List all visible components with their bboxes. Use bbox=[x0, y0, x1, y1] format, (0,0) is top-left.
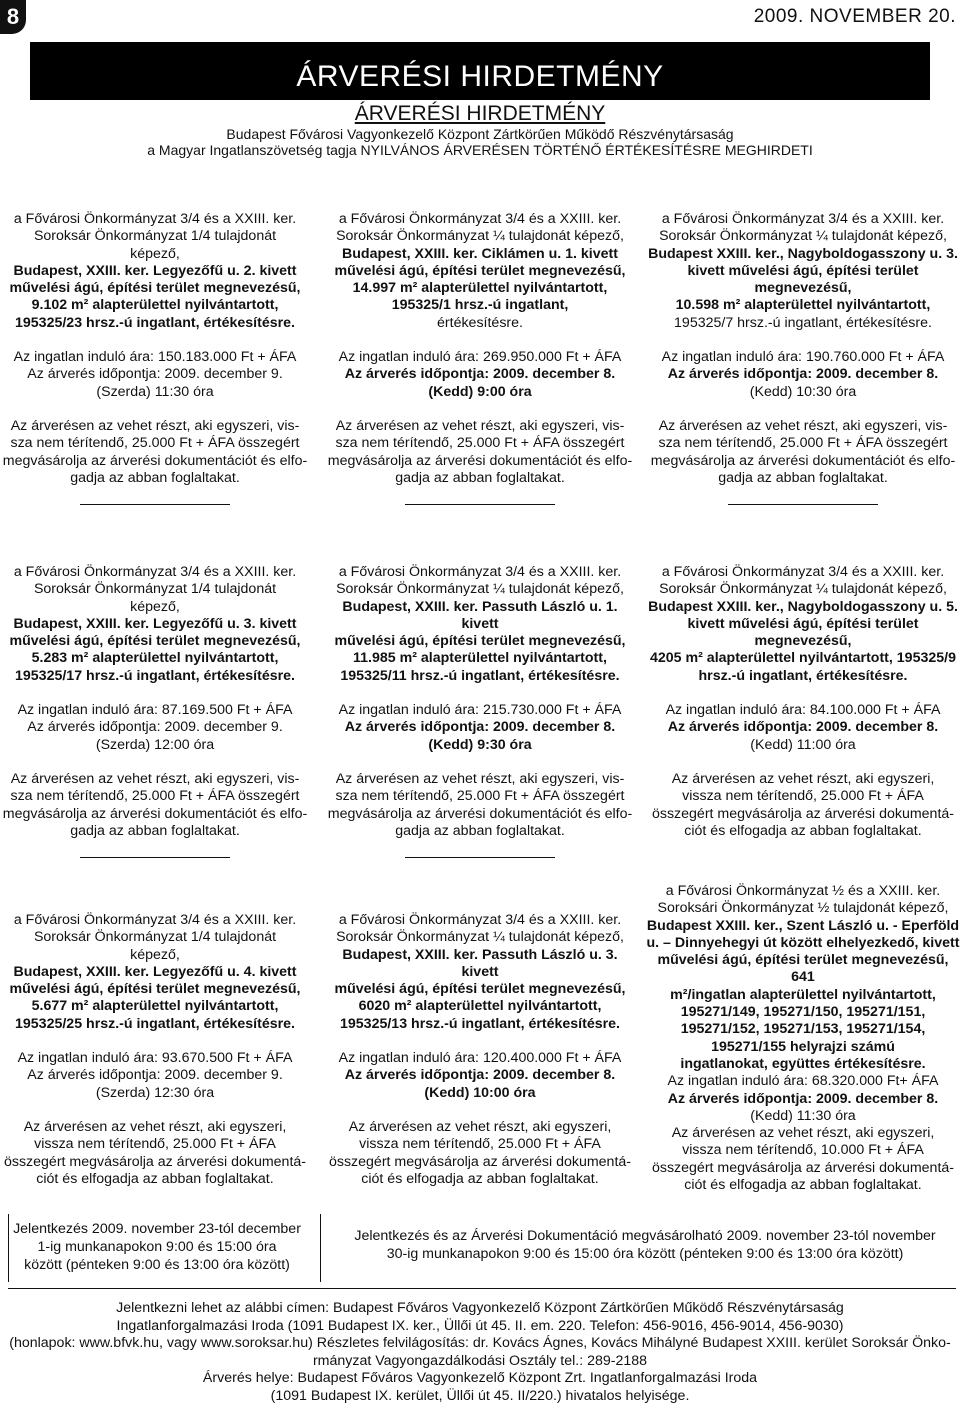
listing-line: művelési ágú, építési terület megnevezésű, bbox=[9, 633, 301, 650]
listing-line: Az árverés időpontja: 2009. december 8. bbox=[667, 1090, 939, 1107]
intro-line: a Magyar Ingatlanszövetség tagja NYILVÁNOS ÁRVERÉSEN TÖRTÉNŐ ÉRTÉKESÍTÉSRE MEGHIRDETI bbox=[147, 142, 813, 158]
listing-line: gadja az abban foglaltakat. bbox=[395, 469, 565, 486]
listing-line: Soroksár Önkormányzat ¼ tulajdonát képező, bbox=[336, 929, 624, 946]
listing-line: a Fővárosi Önkormányzat 3/4 és a XXIII. ker. bbox=[338, 564, 622, 580]
listing-line: művelési ágú, építési terület megnevezésű, 641 bbox=[657, 952, 949, 986]
listing-line: Soroksár Önkormányzat 1/4 tulajdonát bbox=[33, 581, 277, 598]
footer-line: Jelentkezni lehet az alábbi címen: Budapest Főváros Vagyonkezelő Központ Zártkörűen Működő Részvénytársaság bbox=[116, 1300, 844, 1316]
listing-line: Budapest, XXIII. ker. Legyezőfű u. 2. kivett bbox=[13, 262, 297, 279]
listing-line: ciót és elfogadja az abban foglaltakat. bbox=[684, 1177, 922, 1194]
listing-line: kivett művelési ágú, építési terület megnevezésű, bbox=[687, 615, 919, 650]
listing-line: (Szerda) 12:30 óra bbox=[95, 1084, 215, 1101]
listing-line: Budapest, XXIII. ker. Ciklámen u. 1. kivett bbox=[342, 245, 618, 262]
registration-left-line: között (pénteken 9:00 és 13:00 óra között) bbox=[24, 1256, 290, 1273]
listing-line: a Fővárosi Önkormányzat 3/4 és a XXIII. ker. bbox=[661, 564, 945, 580]
listing-line: a Fővárosi Önkormányzat 3/4 és a XXIII. ker. bbox=[338, 211, 622, 227]
intro bbox=[30, 126, 930, 158]
listing-line: megvásárolja az árverési dokumentációt és elfo- bbox=[327, 805, 633, 822]
listing-line: 5.283 m² alapterülettel nyilvántartott, bbox=[31, 650, 279, 667]
listing-line: művelési ágú, építési terület megnevezésű, bbox=[334, 981, 626, 998]
listing-line: vissza nem térítendő, 10.000 Ft + ÁFA bbox=[682, 1142, 924, 1159]
listing-line: Az árverés időpontja: 2009. december 8. bbox=[344, 719, 616, 736]
listing-line: Az árverésen az vehet részt, aki egyszeri, bbox=[671, 1125, 935, 1142]
listing-line: Az árverésen az vehet részt, aki egyszeri, bbox=[348, 1118, 612, 1135]
spacer bbox=[322, 332, 638, 349]
listing-line: Az árverésen az vehet részt, aki egyszeri, bbox=[671, 770, 935, 787]
listing-line: Az árverésen az vehet részt, aki egyszeri, bbox=[23, 1118, 287, 1135]
listing-line: Soroksár Önkormányzat ¼ tulajdonát képező, bbox=[336, 228, 624, 245]
listing-line: sza nem térítendő, 25.000 Ft + ÁFA összegért bbox=[335, 788, 625, 805]
listing-line: Budapest XXIII. ker., Nagyboldogasszony u. 5. bbox=[648, 598, 958, 615]
listing-line: a Fővárosi Önkormányzat 3/4 és a XXIII. ker. bbox=[338, 912, 622, 928]
listing-line: Az ingatlan induló ára: 120.400.000 Ft + ÁFA bbox=[338, 1050, 622, 1067]
separator-rule bbox=[728, 504, 878, 505]
spacer bbox=[322, 1033, 638, 1050]
spacer bbox=[646, 401, 960, 418]
listing-line: 195325/17 hrsz.-ú ingatlant, értékesítésre. bbox=[15, 667, 295, 684]
spacer bbox=[0, 685, 310, 702]
listing-line: Budapest XXIII. ker., Nagyboldogasszony u. 3. bbox=[648, 245, 958, 262]
registration-right bbox=[330, 1228, 960, 1264]
listing-line: m²/ingatlan alapterülettel nyilvántartott, bbox=[670, 986, 936, 1003]
listing-line: összegért megvásárolja az árverési dokumentá- bbox=[328, 1153, 632, 1170]
listing-line: 195271/155 helyrajzi számú bbox=[711, 1038, 895, 1055]
listing-line: Soroksári Önkormányzat ½ tulajdonát képező, bbox=[657, 900, 949, 917]
spacer bbox=[322, 754, 638, 771]
footer-line: Ingatlanforgalmazási Iroda (1091 Budapest IX. ker., Üllői út 45. II. em. 220. Telefon: 456-9016, 456-9014, 456-9030) bbox=[116, 1317, 844, 1334]
listing-line: a Fővárosi Önkormányzat 3/4 és a XXIII. ker. bbox=[661, 211, 945, 227]
listing-line: 195325/23 hrsz.-ú ingatlant, értékesítésre. bbox=[15, 314, 295, 331]
listing-nagyboldogasszony-5 bbox=[646, 564, 960, 840]
listing-line: Az árverés időpontja: 2009. december 8. bbox=[344, 366, 616, 383]
listing-line: u. – Dinnyehegyi út között elhelyezkedő, kivett bbox=[646, 934, 960, 951]
footer-line: rmányzat Vagyongazdálkodási Osztály tel.: 289-2188 bbox=[312, 1352, 648, 1369]
listing-line: Az árverés időpontja: 2009. december 9. bbox=[27, 366, 283, 383]
listing-line: (Szerda) 11:30 óra bbox=[96, 383, 214, 400]
listing-line: ciót és elfogadja az abban foglaltakat. bbox=[684, 822, 922, 839]
listing-passuth-3 bbox=[322, 912, 638, 1188]
listing-line: Az árverésen az vehet részt, aki egyszeri, vis- bbox=[658, 417, 948, 434]
subtitle: ÁRVERÉSI HIRDETMÉNY bbox=[354, 102, 606, 125]
listing-line: Soroksár Önkormányzat ¼ tulajdonát képező, bbox=[336, 581, 624, 598]
listing-line: képező, bbox=[130, 946, 180, 963]
spacer bbox=[0, 401, 310, 418]
registration-divider bbox=[320, 1214, 321, 1282]
listing-line: Az árverésen az vehet részt, aki egyszeri, vis- bbox=[10, 417, 300, 434]
listing-line: Az ingatlan induló ára: 215.730.000 Ft + ÁFA bbox=[338, 702, 622, 719]
listing-line: megvásárolja az árverési dokumentációt és elfo- bbox=[650, 452, 956, 469]
listing-line: (Kedd) 9:30 óra bbox=[428, 736, 532, 753]
listing-line: Az árverés időpontja: 2009. december 9. bbox=[27, 719, 283, 736]
listing-line: 11.985 m² alapterülettel nyilvántartott, bbox=[353, 650, 607, 667]
listing-line: képező, bbox=[130, 598, 180, 615]
listing-line: vissza nem térítendő, 25.000 Ft + ÁFA bbox=[359, 1136, 601, 1153]
listing-line: sza nem térítendő, 25.000 Ft + ÁFA összegért bbox=[335, 435, 625, 452]
listing-line: 5.677 m² alapterülettel nyilvántartott, bbox=[31, 998, 279, 1015]
listing-line: (Kedd) 9:00 óra bbox=[428, 383, 532, 400]
listing-line: (Kedd) 10:00 óra bbox=[424, 1084, 536, 1101]
listing-nagyboldogasszony-3 bbox=[646, 211, 960, 505]
spacer bbox=[646, 332, 960, 349]
listing-passuth-1 bbox=[322, 564, 638, 858]
listing-line: gadja az abban foglaltakat. bbox=[70, 469, 240, 486]
listing-line: a Fővárosi Önkormányzat 3/4 és a XXIII. ker. bbox=[13, 211, 297, 227]
listing-line: művelési ágú, építési terület megnevezésű, bbox=[9, 981, 301, 998]
listing-line: sza nem térítendő, 25.000 Ft + ÁFA összegért bbox=[10, 788, 300, 805]
spacer bbox=[0, 332, 310, 349]
footer-contact bbox=[0, 1300, 960, 1405]
listing-line: kivett művelési ágú, építési terület megnevezésű, bbox=[687, 262, 919, 297]
listing-line: 195325/13 hrsz.-ú ingatlant, értékesítésre. bbox=[340, 1015, 620, 1032]
footer-line: (1091 Budapest IX. kerület, Üllői út 45. II/220.) hivatalos helyisége. bbox=[270, 1387, 690, 1404]
listing-line: művelési ágú, építési terület megnevezésű, bbox=[9, 280, 301, 297]
spacer bbox=[646, 685, 960, 702]
separator-rule bbox=[405, 857, 555, 858]
spacer bbox=[646, 754, 960, 771]
listing-line: vissza nem térítendő, 25.000 Ft + ÁFA bbox=[682, 788, 924, 805]
footer-line: (honlapok: www.bfvk.hu, vagy www.soroksar.hu) Részletes felvilágosítás: dr. Kovács Ágnes, Kovács Mihályné Budapest XXIII. kerület Soroksár Önko- bbox=[9, 1335, 951, 1351]
banner-title: ÁRVERÉSI HIRDETMÉNY bbox=[296, 60, 664, 93]
listing-line: gadja az abban foglaltakat. bbox=[70, 822, 240, 839]
listing-line: 9.102 m² alapterülettel nyilvántartott, bbox=[31, 297, 279, 314]
listing-line: Az árverésen az vehet részt, aki egyszeri, vis- bbox=[335, 770, 625, 787]
registration-left-line: 1-ig munkanapokon 9:00 és 15:00 óra bbox=[37, 1238, 277, 1255]
listing-legyezofu-3 bbox=[0, 564, 310, 858]
issue-date: 2009. NOVEMBER 20. bbox=[753, 6, 956, 27]
listing-line: értékesítésre. bbox=[437, 314, 523, 331]
listing-line: (Kedd) 11:00 óra bbox=[750, 736, 856, 753]
listing-line: Az ingatlan induló ára: 150.183.000 Ft + ÁFA bbox=[13, 349, 297, 366]
listing-legyezofu-2 bbox=[0, 211, 310, 505]
listing-line: Soroksár Önkormányzat 1/4 tulajdonát bbox=[33, 228, 277, 245]
listing-line: Az ingatlan induló ára: 68.320.000 Ft+ ÁFA bbox=[667, 1073, 939, 1090]
spacer bbox=[322, 401, 638, 418]
listing-line: Budapest XXIII. ker., Szent László u. - Eperföld bbox=[646, 917, 960, 934]
intro-line: Budapest Fővárosi Vagyonkezelő Központ Zártkörűen Működő Részvénytársaság bbox=[226, 126, 734, 142]
registration-right-line: Jelentkezés és az Árverési Dokumentáció megvásárolható 2009. november 23-tól november bbox=[354, 1228, 936, 1244]
listing-line: a Fővárosi Önkormányzat ½ és a XXIII. ker. bbox=[665, 883, 941, 899]
listing-line: a Fővárosi Önkormányzat 3/4 és a XXIII. ker. bbox=[13, 912, 297, 928]
separator-rule bbox=[80, 504, 230, 505]
registration-left-line: Jelentkezés 2009. november 23-tól december bbox=[13, 1221, 301, 1237]
listing-line: (Szerda) 12:00 óra bbox=[95, 736, 215, 753]
registration-right-line: 30-ig munkanapokon 9:00 és 15:00 óra között (pénteken 9:00 és 13:00 óra között) bbox=[386, 1245, 904, 1262]
listing-line: Soroksár Önkormányzat ¼ tulajdonát képező, bbox=[659, 228, 947, 245]
spacer bbox=[0, 1102, 310, 1119]
listing-line: művelési ágú, építési terület megnevezésű, bbox=[334, 633, 626, 650]
listing-line: 195325/1 hrsz.-ú ingatlant, bbox=[391, 297, 569, 314]
listing-line: megvásárolja az árverési dokumentációt és elfo- bbox=[2, 452, 308, 469]
listing-line: gadja az abban foglaltakat. bbox=[718, 469, 888, 486]
listing-szent-laszlo bbox=[646, 883, 960, 1194]
listing-line: összegért megvásárolja az árverési dokumentá- bbox=[651, 1159, 955, 1176]
listing-line: sza nem térítendő, 25.000 Ft + ÁFA összegért bbox=[658, 435, 948, 452]
listing-line: 6020 m² alapterülettel nyilvántartott, bbox=[358, 998, 602, 1015]
listing-ciklamen-1 bbox=[322, 211, 638, 505]
listing-line: művelési ágú, építési terület megnevezésű, bbox=[334, 262, 626, 279]
listing-line: Budapest, XXIII. ker. Legyezőfű u. 4. kivett bbox=[13, 963, 297, 980]
registration-left bbox=[2, 1221, 312, 1274]
listing-line: Az ingatlan induló ára: 87.169.500 Ft + ÁFA bbox=[17, 702, 293, 719]
listing-line: összegért megvásárolja az árverési dokumentá- bbox=[3, 1153, 307, 1170]
page-number: 8 bbox=[0, 0, 26, 34]
listing-line: (Kedd) 10:30 óra bbox=[749, 383, 857, 400]
footer-line: Árverés helye: Budapest Főváros Vagyonkezelő Központ Zrt. Ingatlanforgalmazási Iroda bbox=[202, 1370, 758, 1386]
listing-line: 195271/152, 195271/153, 195271/154, bbox=[680, 1021, 926, 1038]
listing-line: Az árverés időpontja: 2009. december 9. bbox=[27, 1067, 283, 1084]
listing-line: Soroksár Önkormányzat ¼ tulajdonát képező, bbox=[659, 581, 947, 598]
listing-line: Az ingatlan induló ára: 269.950.000 Ft + ÁFA bbox=[338, 349, 622, 366]
listing-line: Budapest, XXIII. ker. Passuth László u. 1. kivett bbox=[342, 598, 618, 632]
listing-line: 195271/149, 195271/150, 195271/151, bbox=[680, 1004, 926, 1021]
listing-line: 10.598 m² alapterülettel nyilvántartott, bbox=[675, 297, 931, 314]
listing-line: Soroksár Önkormányzat 1/4 tulajdonát bbox=[33, 929, 277, 946]
listing-legyezofu-4 bbox=[0, 912, 310, 1188]
listing-line: megvásárolja az árverési dokumentációt és elfo- bbox=[327, 452, 633, 469]
listing-line: a Fővárosi Önkormányzat 3/4 és a XXIII. ker. bbox=[13, 564, 297, 580]
separator-rule bbox=[405, 504, 555, 505]
listing-line: Budapest, XXIII. ker. Passuth László u. 3. kivett bbox=[342, 946, 618, 980]
spacer bbox=[0, 1033, 310, 1050]
listing-line: ingatlanokat, együttes értékesítésre. bbox=[680, 1055, 926, 1072]
listing-line: összegért megvásárolja az árverési dokumentá- bbox=[651, 805, 955, 822]
listing-line: ciót és elfogadja az abban foglaltakat. bbox=[361, 1170, 599, 1187]
listing-line: Az árverés időpontja: 2009. december 8. bbox=[667, 719, 939, 736]
spacer bbox=[0, 754, 310, 771]
listing-line: Az árverésen az vehet részt, aki egyszeri, vis- bbox=[335, 417, 625, 434]
spacer bbox=[322, 685, 638, 702]
listing-line: sza nem térítendő, 25.000 Ft + ÁFA összegért bbox=[10, 435, 300, 452]
listing-line: gadja az abban foglaltakat. bbox=[395, 822, 565, 839]
listing-line: Az ingatlan induló ára: 84.100.000 Ft + ÁFA bbox=[665, 702, 941, 719]
listing-line: Az ingatlan induló ára: 93.670.500 Ft + ÁFA bbox=[17, 1050, 293, 1067]
spacer bbox=[322, 1102, 638, 1119]
listing-line: 4205 m² alapterülettel nyilvántartott, 195325/9 bbox=[650, 650, 956, 667]
listing-line: Az ingatlan induló ára: 190.760.000 Ft + ÁFA bbox=[661, 349, 945, 366]
listing-line: 195325/7 hrsz.-ú ingatlant, értékesítésre. bbox=[674, 314, 932, 331]
listing-line: 195325/11 hrsz.-ú ingatlant, értékesítésre. bbox=[340, 667, 620, 684]
listing-line: képező, bbox=[130, 245, 180, 262]
separator-rule bbox=[80, 857, 230, 858]
listing-line: 195325/25 hrsz.-ú ingatlant, értékesítésre. bbox=[15, 1015, 295, 1032]
listing-line: Az árverésen az vehet részt, aki egyszeri, vis- bbox=[10, 770, 300, 787]
listing-line: Az árverés időpontja: 2009. december 8. bbox=[667, 366, 939, 383]
listing-line: (Kedd) 11:30 óra bbox=[750, 1107, 856, 1124]
listing-line: megvásárolja az árverési dokumentációt és elfo- bbox=[2, 805, 308, 822]
listing-line: hrsz.-ú ingatlant, értékesítésre. bbox=[698, 667, 908, 684]
listing-line: 14.997 m² alapterülettel nyilvántartott, bbox=[352, 280, 608, 297]
listing-line: ciót és elfogadja az abban foglaltakat. bbox=[36, 1170, 274, 1187]
listing-line: Budapest, XXIII. ker. Legyezőfű u. 3. kivett bbox=[13, 615, 297, 632]
listing-line: Az árverés időpontja: 2009. december 8. bbox=[344, 1067, 616, 1084]
listing-line: vissza nem térítendő, 25.000 Ft + ÁFA bbox=[34, 1136, 276, 1153]
footer-divider bbox=[8, 1288, 956, 1289]
